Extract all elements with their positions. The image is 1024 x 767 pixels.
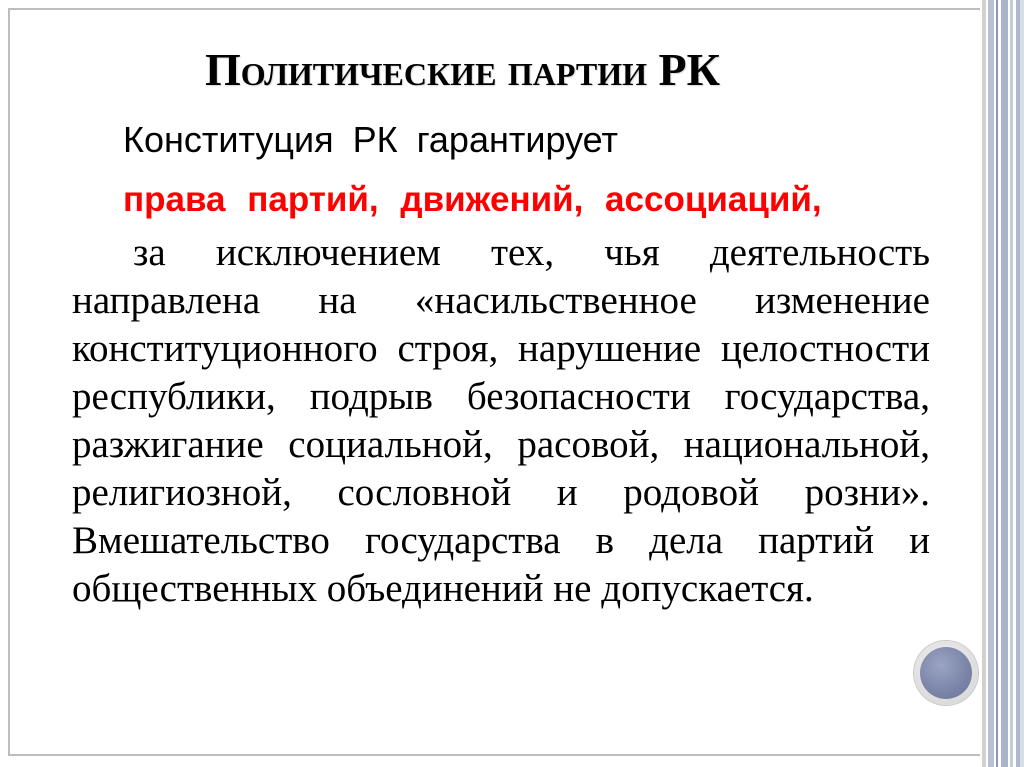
decorative-circle-core xyxy=(920,647,972,699)
decorative-side-stripes xyxy=(982,0,1024,767)
paragraph-line: направлена на «насильственное изменение xyxy=(72,279,930,322)
paragraph-line: общественных объединений не допускается. xyxy=(72,567,814,610)
paragraph-line: конституционного строя, нарушение целостности xyxy=(72,327,930,370)
slide-title: Политические партии РК xyxy=(205,44,720,95)
decorative-circle xyxy=(914,641,978,705)
paragraph-line: разжигание социальной, расовой, национальной, xyxy=(72,423,930,466)
highlighted-rights-line: права партий, движений, ассоциаций, xyxy=(123,180,822,219)
paragraph-line: религиозной, сословной и родовой розни». xyxy=(72,471,930,514)
paragraph-line: республики, подрыв безопасности государства, xyxy=(72,375,930,418)
paragraph-line: Вмешательство государства в дела партий и xyxy=(72,519,930,562)
intro-line: Конституция РК гарантирует xyxy=(123,119,618,160)
paragraph-line: за исключением тех, чья деятельность xyxy=(133,231,930,274)
body-paragraph xyxy=(72,229,930,613)
